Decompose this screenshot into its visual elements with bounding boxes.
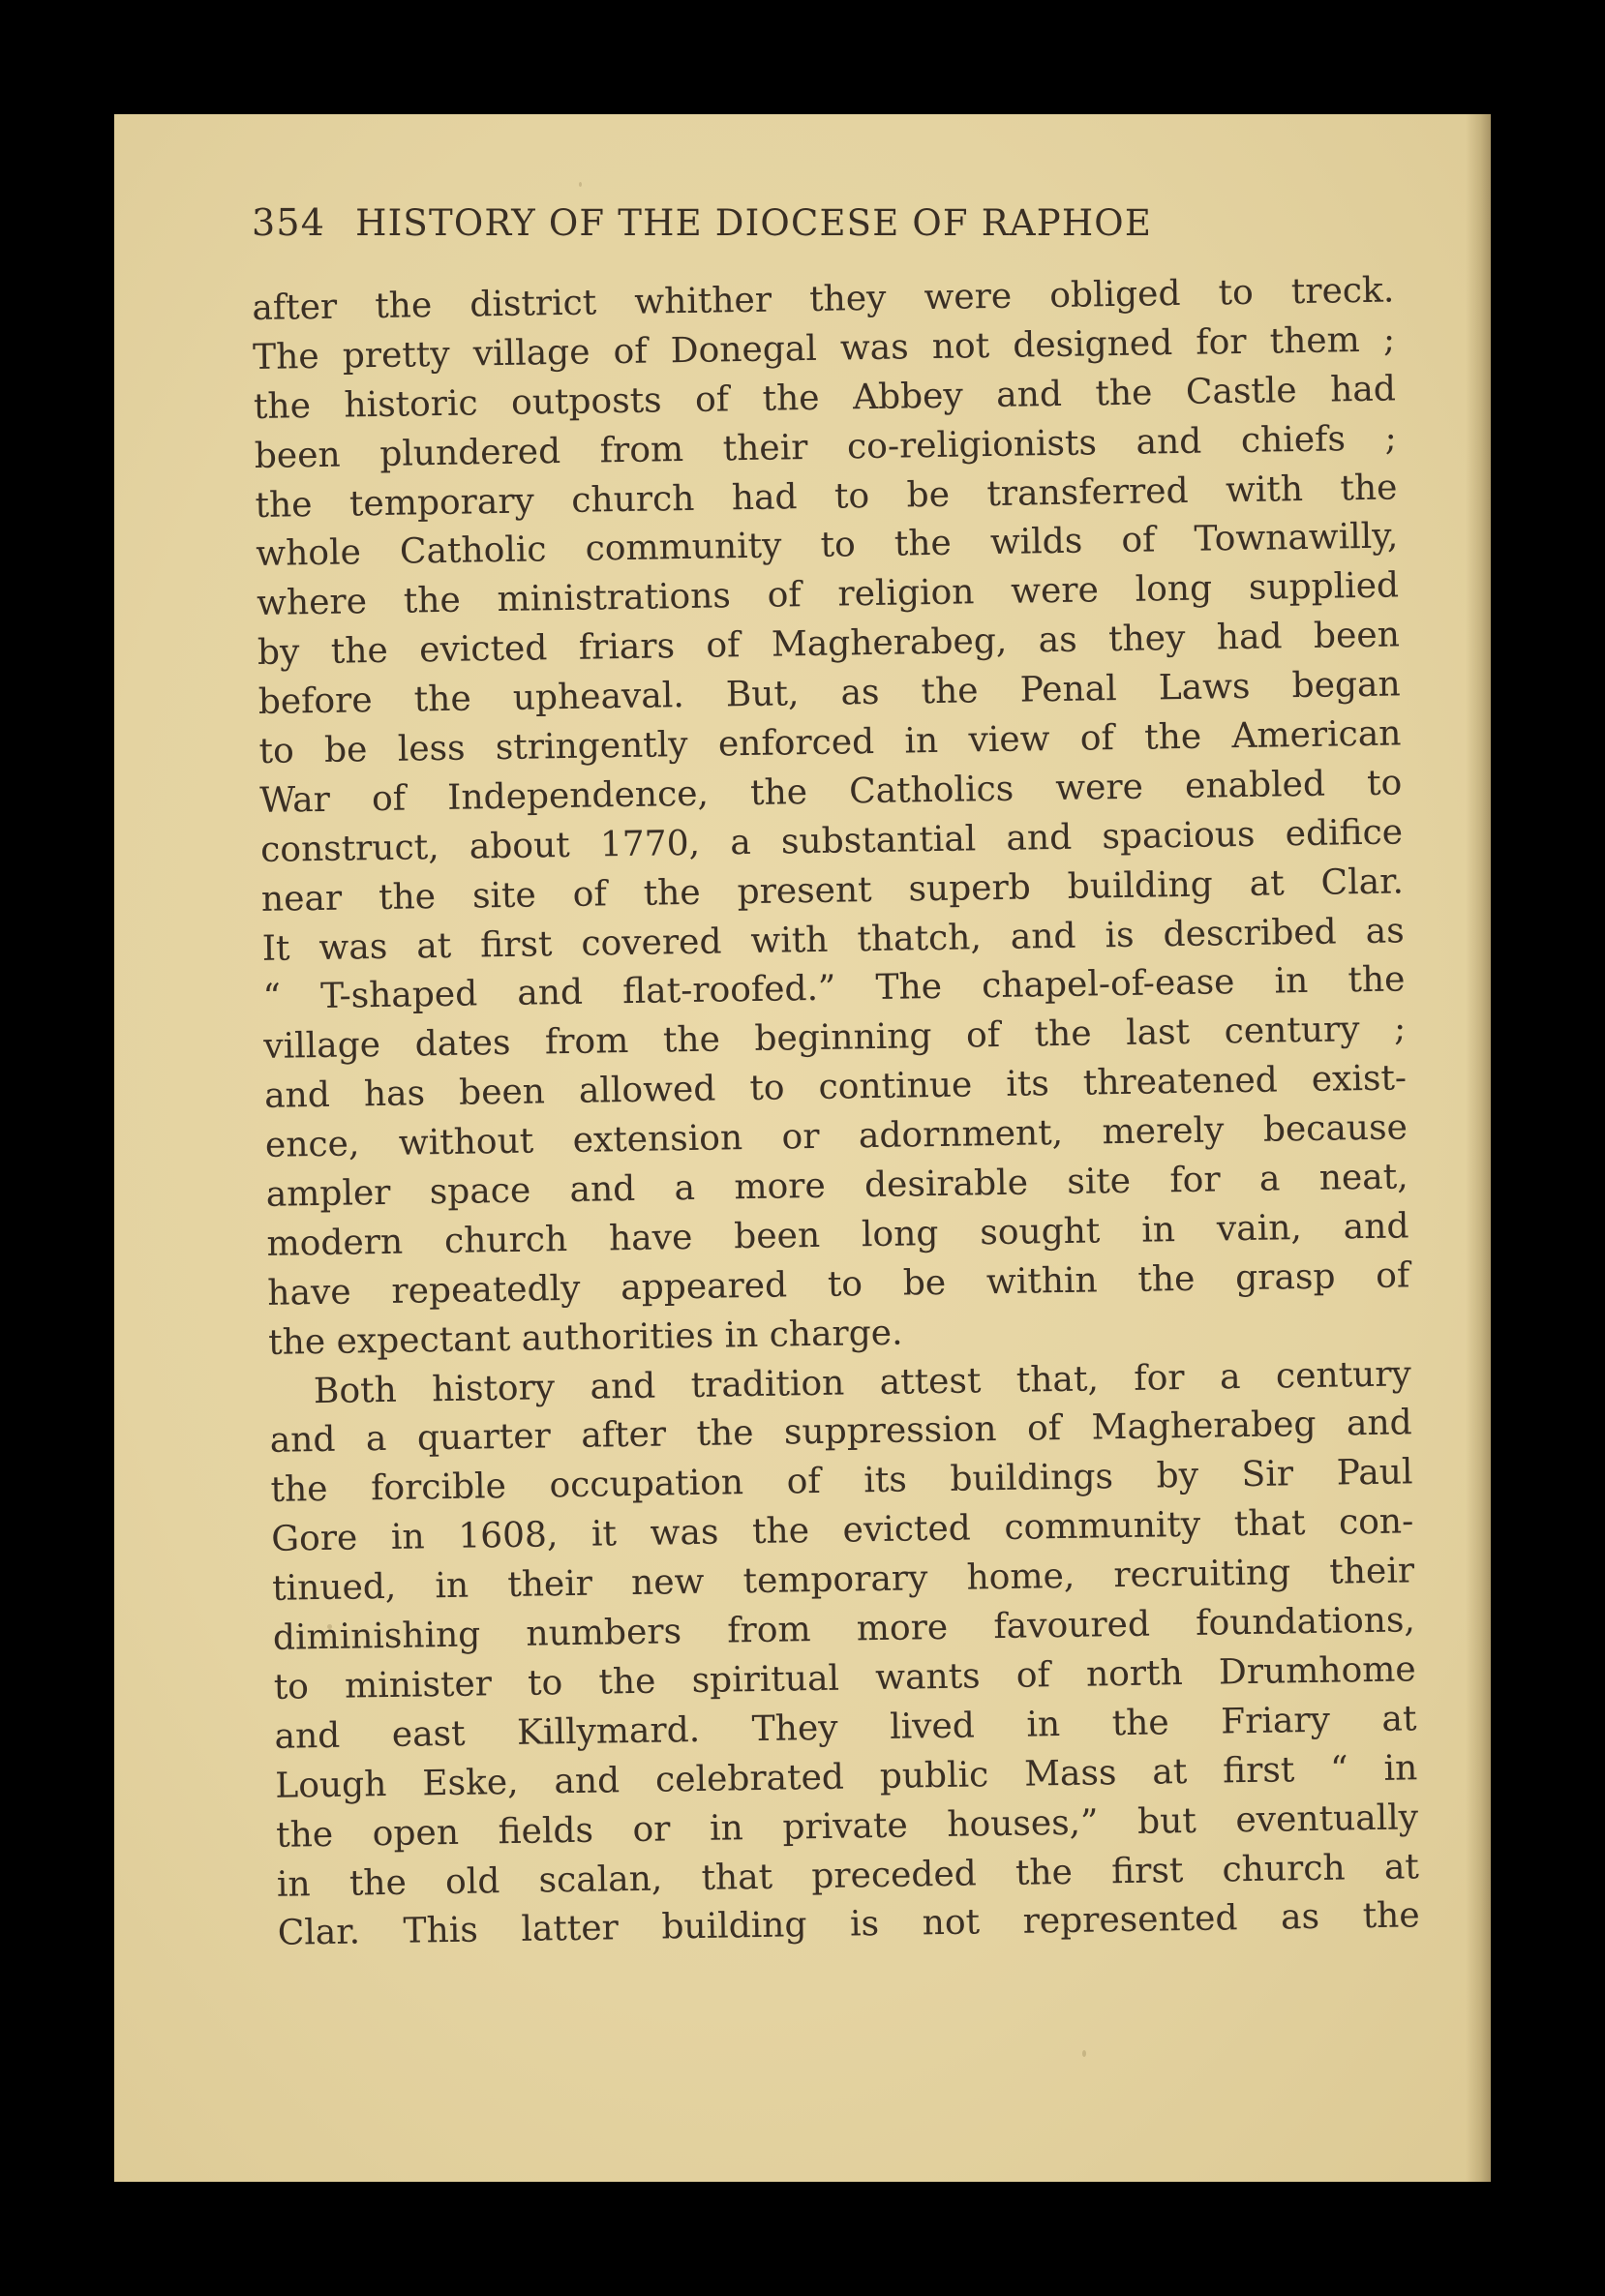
text-line: “ T-shaped and flat-roofed.” The chapel-of-ease in the: [262, 959, 1406, 1018]
text-line: modern church have been long sought in vain, and: [266, 1206, 1409, 1264]
text-line: after the district whither they were obliged to treck.: [252, 270, 1395, 328]
text-line: ampler space and a more desirable site for a neat,: [265, 1157, 1408, 1215]
text-line: the forcible occupation of its buildings by Sir Paul: [270, 1452, 1413, 1511]
text-line: and east Killymard. They lived in the Friary at: [274, 1699, 1417, 1757]
text-line: to minister to the spiritual wants of north Drumhome: [273, 1649, 1416, 1707]
text-line: diminishing numbers from more favoured foundations,: [272, 1600, 1416, 1658]
running-title: HISTORY OF THE DIOCESE OF RAPHOE: [355, 202, 1153, 244]
paragraph-1: [252, 266, 1410, 1368]
paragraph-2: [269, 1350, 1420, 1959]
text-line: Gore in 1608, it was the evicted community that con-: [271, 1501, 1414, 1560]
text-line: and has been allowed to continue its threatened exist-: [263, 1058, 1408, 1117]
text-line: tinued, in their new temporary home, recruiting their: [271, 1551, 1415, 1609]
text-line: construct, about 1770, a substantial and spacious edifice: [259, 812, 1404, 870]
page-number: 354: [252, 201, 326, 244]
text-line: Both history and tradition attest that, for a century: [313, 1353, 1412, 1411]
body-text: [252, 266, 1420, 1959]
text-line: Clar. This latter building is not represented as the: [277, 1895, 1420, 1954]
page-header: [252, 201, 1355, 244]
text-line: the open fields or in private houses,” but eventually: [275, 1797, 1419, 1856]
page-edge-shadow: [1466, 114, 1491, 2182]
text-line: before the upheaval. But, as the Penal Laws began: [257, 664, 1401, 723]
text-line: It was at first covered with thatch, and is described as: [261, 910, 1405, 969]
text-line: by the evicted friars of Magherabeg, as they had been: [257, 615, 1401, 674]
text-line: ence, without extension or adornment, merely because: [264, 1107, 1408, 1166]
text-line: and a quarter after the suppression of Magherabeg and: [269, 1403, 1412, 1462]
text-line: have repeatedly appeared to be within the grasp of: [267, 1255, 1410, 1314]
paper-speck: [579, 182, 582, 187]
text-line: village dates from the beginning of the last century ;: [263, 1009, 1407, 1068]
text-line: the historic outposts of the Abbey and the Castle had: [253, 369, 1397, 427]
text-line: to be less stringently enforced in view of the American: [258, 713, 1402, 771]
text-line: whole Catholic community to the wilds of Townawilly,: [256, 516, 1399, 575]
text-line: War of Independence, the Catholics were enabled to: [259, 763, 1403, 821]
text-line: the expectant authorities in charge.: [267, 1313, 903, 1363]
text-line: where the ministrations of religion were long supplied: [256, 565, 1400, 624]
paper-speck: [1082, 2050, 1086, 2057]
text-line: been plundered from their co-religionists and chiefs ;: [254, 418, 1397, 476]
text-line: near the site of the present superb building at Clar.: [260, 861, 1405, 920]
text-line: Lough Eske, and celebrated public Mass at first “ in: [275, 1747, 1418, 1806]
text-line: the temporary church had to be transferred with the: [255, 468, 1398, 526]
text-line: The pretty village of Donegal was not designed for them ;: [252, 319, 1396, 378]
text-line: in the old scalan, that preceded the first church at: [276, 1846, 1420, 1905]
